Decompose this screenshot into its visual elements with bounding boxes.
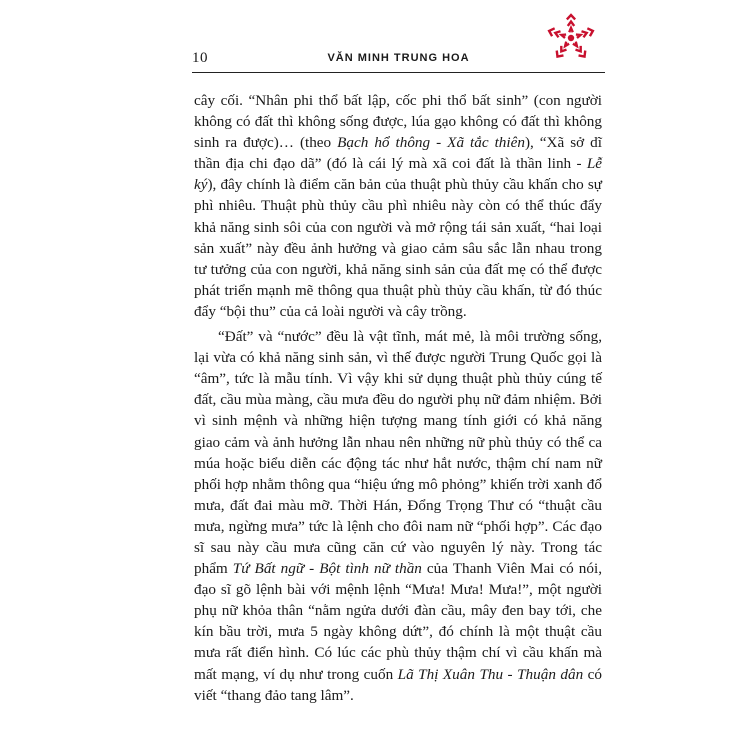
- paragraph-1-segment-5: ), đây chính là điểm căn bản của thuật phù thủy cầu khấn cho sự phì nhiêu. Thuật phù thủy cầu phì nhiêu này còn có thể thúc đẩy khả năng sinh sôi của con người và mở rộng tái sản xuất, “hai loại sản xuất” này đều ảnh hưởng và giao cảm sâu sắc lẫn nhau trong tư tưởng của con người, khả năng sinh sản của đất mẹ có thể được phát triển mạnh mẽ thông qua thuật phù thủy cầu khấn, từ đó thúc đẩy “bội thu” của cả loài người và cây trồng.: [194, 176, 602, 320]
- paragraph-1-segment-1: cây cối. “Nhân phi thổ bất lập, cốc phi thổ bất sinh” (con người không có đất thì không sống được, lúa gạo không có đất thì không sinh ra được)… (theo: [194, 92, 602, 152]
- running-title: VĂN MINH TRUNG HOA: [327, 52, 470, 64]
- page-number: 10: [192, 50, 208, 66]
- paragraph-2-segment-5: có viết “thang đảo tang lâm”.: [194, 665, 602, 704]
- paragraph-2-segment-3: của Thanh Viên Mai có nói, đạo sĩ gõ lệnh bài với mệnh lệnh “Mưa! Mưa! Mưa!”, một người phụ nữ khỏa thân “nằm ngửa dưới đàn cầu, mây đen bay tới, che kín bầu trời, mưa 5 ngày không dứt”, đó chính là một thuật cầu mưa rất điển hình. Có lúc các phù thủy thậm chí vì cầu khấn mà mất mạng, ví dụ như trong cuốn: [194, 560, 602, 683]
- page-header: [192, 50, 605, 70]
- paragraph-1: [194, 90, 602, 322]
- paragraph-1-segment-3: ), “Xã sở dĩ thần địa chi đạo dã” (đó là cái lý mà xã coi đất là thần linh -: [194, 134, 602, 173]
- paragraph-2: [194, 326, 602, 706]
- paragraph-2-segment-1: “Đất” và “nước” đều là vật tĩnh, mát mẻ, là môi trường sống, lại vừa có khả năng sinh sản, vì thế được người Trung Quốc gọi là “âm”, tức là mẫu tính. Vì vậy khi sử dụng thuật phù thủy cúng tế đất, cầu mùa màng, cầu mưa đều do người phụ nữ đảm nhiệm. Bởi vì sinh mệnh và những hiện tượng mang tính giới có khả năng giao cảm và ảnh hưởng lẫn nhau nên những nữ phù thủy có thể ca múa hoặc biểu diễn các động tác như hắt nước, thậm chí nam nữ phối hợp nhằm thông qua “hiệu ứng mô phỏng” khiến trời xanh đổ mưa, đất đai màu mỡ. Thời Hán, Đổng Trọng Thư có “thuật cầu mưa, ngừng mưa” tức là lệnh cho đôi nam nữ “phối hợp”. Các đạo sĩ sau này cầu mưa cũng căn cứ vào nguyên lý này. Trong tác phẩm: [194, 328, 602, 578]
- paragraph-1-segment-2: Bạch hổ thông - Xã tắc thiên: [337, 134, 525, 152]
- paragraph-2-segment-4: Lã Thị Xuân Thu - Thuận dân: [397, 665, 584, 683]
- paragraph-1-segment-4: Lễ ký: [194, 155, 602, 194]
- header-rule: [192, 72, 605, 73]
- paragraph-2-segment-2: Tứ Bất ngữ - Bột tình nữ thần: [232, 560, 422, 578]
- body-text: [194, 90, 602, 706]
